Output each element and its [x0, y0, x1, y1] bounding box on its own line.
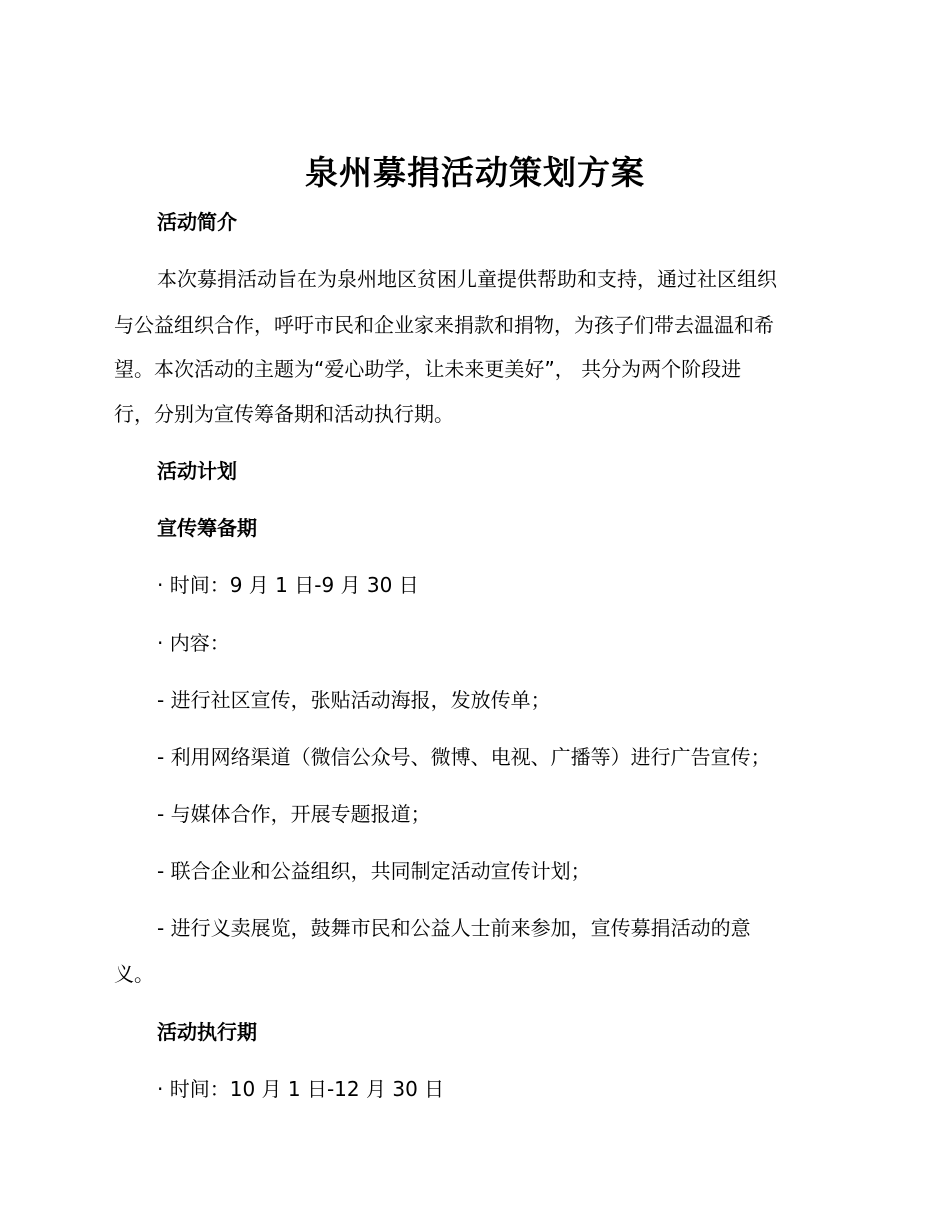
- phase1-content-label: · 内容：: [157, 631, 230, 655]
- section-heading-plan: 活动计划: [157, 459, 237, 483]
- phase1-list-item: - 联合企业和公益组织，共同制定活动宣传计划；: [157, 859, 591, 883]
- section-heading-intro: 活动简介: [157, 210, 237, 234]
- subsection-heading-phase1: 宣传筹备期: [157, 516, 257, 540]
- phase1-list-item: - 进行义卖展览，鼓舞市民和公益人士前来参加，宣传募捐活动的意: [157, 916, 751, 940]
- document-title: 泉州募捐活动策划方案: [305, 153, 645, 192]
- subsection-heading-phase2: 活动执行期: [157, 1020, 257, 1044]
- phase1-list-item-continuation: 义。: [114, 962, 154, 986]
- intro-paragraph-line: 与公益组织合作，呼吁市民和企业家来捐款和捐物，为孩子们带去温温和希: [114, 313, 774, 337]
- intro-paragraph-line: 行，分别为宣传筹备期和活动执行期。: [114, 402, 454, 426]
- phase1-list-item: - 进行社区宣传，张贴活动海报，发放传单；: [157, 688, 551, 712]
- phase1-list-item: - 与媒体合作，开展专题报道；: [157, 802, 431, 826]
- intro-paragraph-line: 本次募捐活动旨在为泉州地区贫困儿童提供帮助和支持，通过社区组织: [157, 267, 777, 291]
- phase1-list-item: - 利用网络渠道（微信公众号、微博、电视、广播等）进行广告宣传；: [157, 745, 771, 769]
- intro-paragraph-line: 望。本次活动的主题为“爱心助学，让未来更美好”， 共分为两个阶段进: [114, 357, 742, 381]
- phase2-time: · 时间：10 月 1 日-12 月 30 日: [157, 1077, 445, 1101]
- phase1-time: · 时间：9 月 1 日-9 月 30 日: [157, 573, 419, 597]
